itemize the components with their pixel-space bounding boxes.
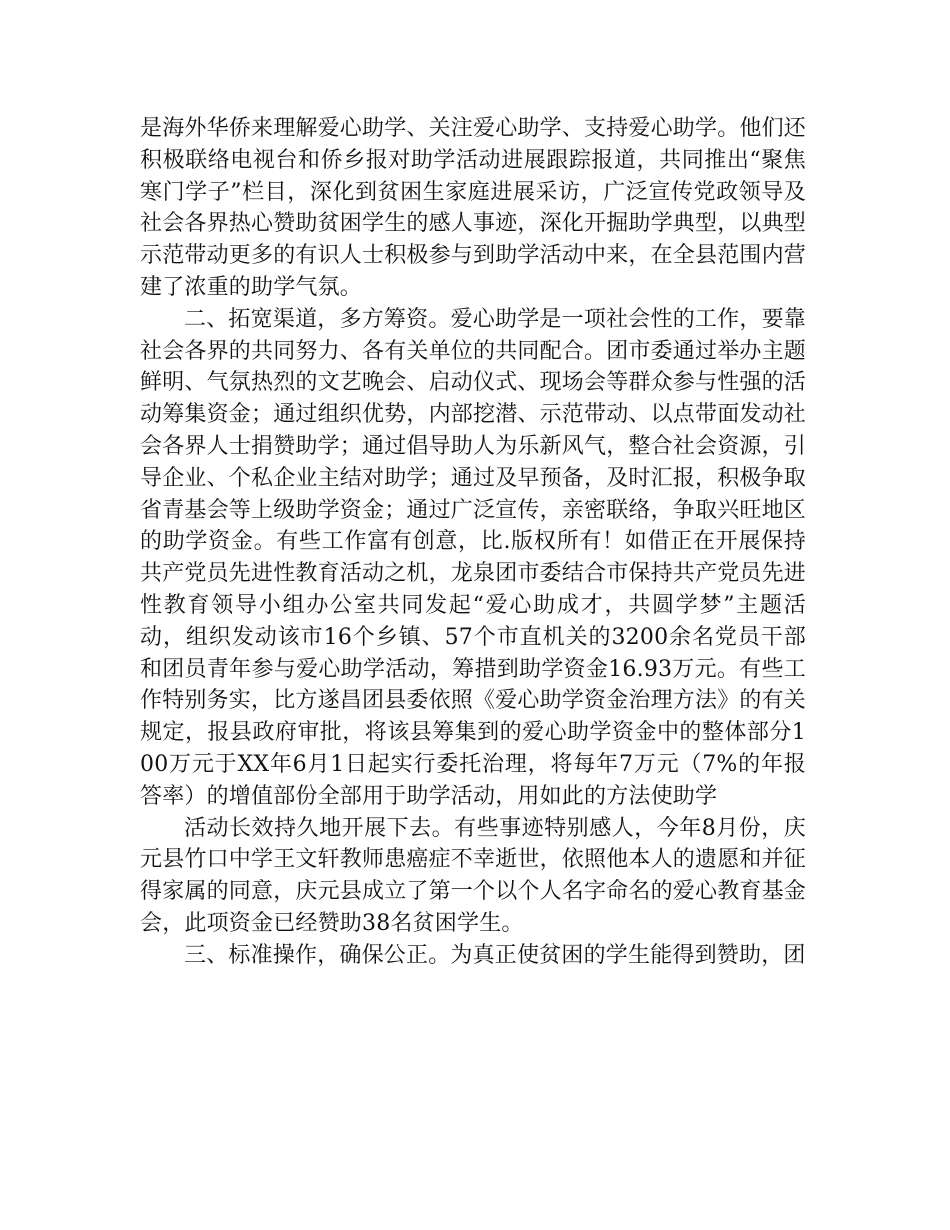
paragraph-2: 二、拓宽渠道，多方筹资。爱心助学是一项社会性的工作，要靠社会各界的共同努力、各有关单位的共同配合。团市委通过举办主题鲜明、气氛热烈的文艺晚会、启动仪式、现场会等群众参与性强的活动筹集资金；通过组织优势，内部挖潜、示范带动、以点带面发动社会各界人士捐赞助学；通过倡导助人为乐新风气，整合社会资源，引导企业、个私企业主结对助学；通过及早预备，及时汇报，积极争取省青基会等上级助学资金；通过广泛宣传，亲密联络，争取兴旺地区的助学资金。有些工作富有创意，比.版权所有！如借正在开展保持共产党员先进性教育活动之机，龙泉团市委结合市保持共产党员先进性教育领导小组办公室共同发起“爱心助成才，共圆学梦”主题活动，组织发动该市16个乡镇、57个市直机关的3200余名党员干部和团员青年参与爱心助学活动，筹措到助学资金16.93万元。有些工作特别务实，比方遂昌团县委依照《爱心助学资金治理方法》的有关规定，报县政府审批，将该县筹集到的爱心助学资金中的整体部分100万元于XX年6月1日起实行委托治理，将每年7万元（7%的年报答率）的增值部份全部用于助学活动，用如此的方法使助学	[140, 306, 807, 809]
paragraph-3: 活动长效持久地开展下去。有些事迹特别感人，今年8月份，庆元县竹口中学王文轩教师患癌症不幸逝世，依照他本人的遗愿和并征得家属的同意，庆元县成立了第一个以个人名字命名的爱心教育基金会，此项资金已经赞助38名贫困学生。	[140, 815, 807, 936]
paragraph-4: 三、标准操作，确保公正。为真正使贫困的学生能得到赞助，团	[184, 942, 806, 968]
document-page	[140, 113, 806, 972]
paragraph-1: 是海外华侨来理解爱心助学、关注爱心助学、支持爱心助学。他们还积极联络电视台和侨乡报对助学活动进展跟踪报道，共同推出“聚焦寒门学子”栏目，深化到贫困生家庭进展采访，广泛宣传党政领导及社会各界热心赞助贫困学生的感人事迹，深化开掘助学典型，以典型示范带动更多的有识人士积极参与到助学活动中来，在全县范围内营建了浓重的助学气氛。	[140, 116, 807, 300]
